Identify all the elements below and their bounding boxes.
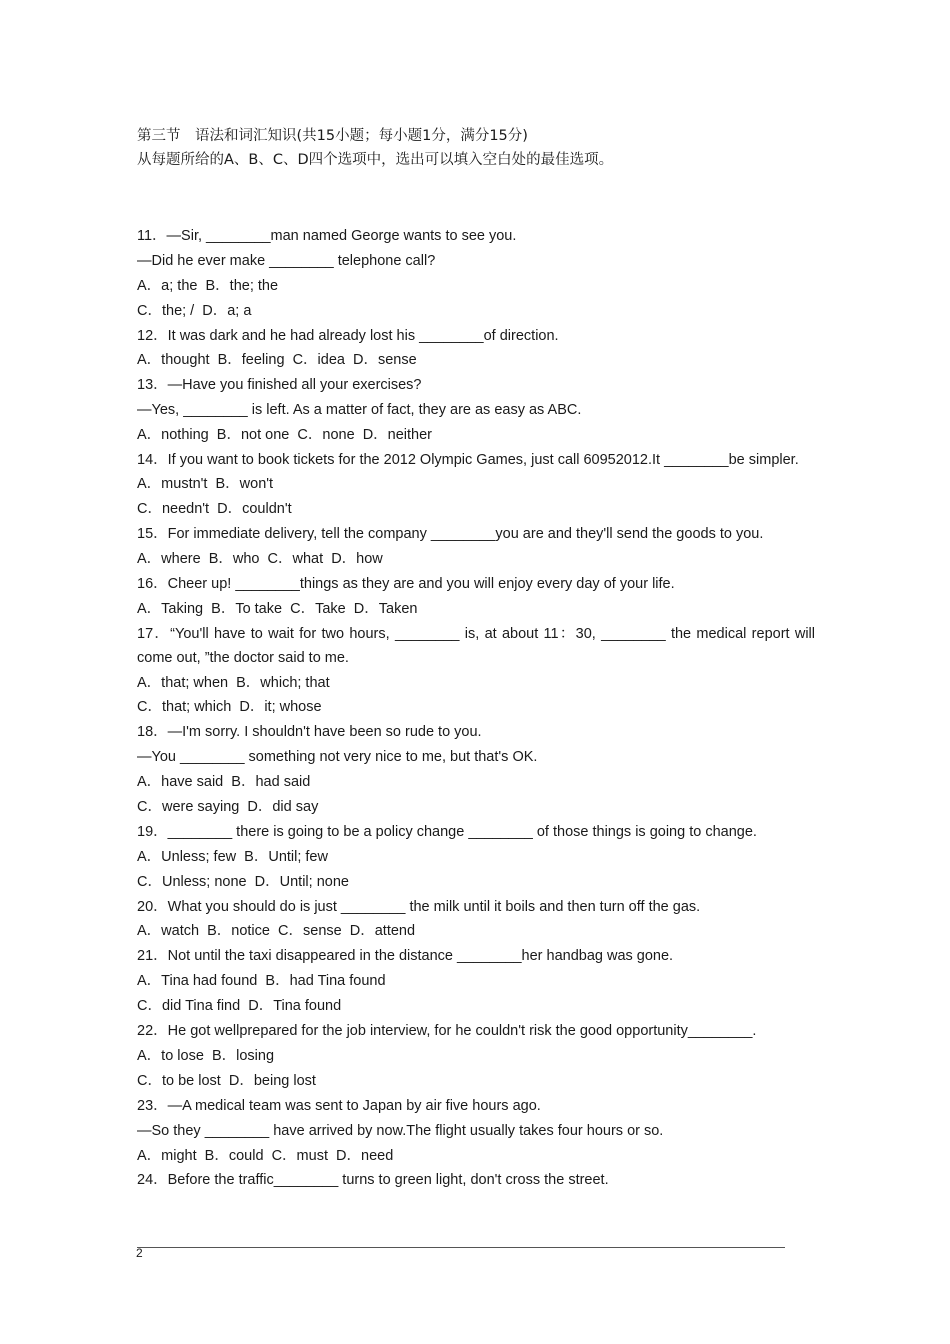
footer-divider	[137, 1247, 785, 1248]
question-14-options-cd: C．needn't D．couldn't	[137, 501, 292, 518]
page-number: 2	[136, 1246, 143, 1260]
question-15-options: A．where B．who C．what D．how	[137, 551, 383, 568]
question-21-options-cd: C．did Tina find D．Tina found	[137, 998, 342, 1015]
question-18-options-cd: C．were saying D．did say	[137, 799, 319, 816]
question-16-stem: 16．Cheer up! ________things as they are and you will enjoy every day of your life.	[137, 575, 675, 592]
question-13-options: A．nothing B．not one C．none D．neither	[137, 427, 432, 444]
question-19-options-ab: A．Unless; few B．Until; few	[137, 848, 328, 865]
question-19-options-cd: C．Unless; none D．Until; none	[137, 873, 349, 890]
question-23-options: A．might B．could C．must D．need	[137, 1147, 394, 1164]
question-20-options: A．watch B．notice C．sense D．attend	[137, 923, 416, 940]
question-22-options-cd: C．to be lost D．being lost	[137, 1072, 316, 1089]
question-19-stem: 19．________ there is going to be a policy change ________ of those things is going to change.	[137, 823, 757, 840]
question-22-options-ab: A．to lose B．losing	[137, 1047, 275, 1064]
question-13-response: —Yes, ________ is left. As a matter of fact, they are as easy as ABC.	[137, 402, 582, 419]
question-12-stem: 12．It was dark and he had already lost his ________of direction.	[137, 327, 559, 344]
question-21-stem: 21．Not until the taxi disappeared in the distance ________her handbag was gone.	[137, 948, 674, 965]
question-20-stem: 20．What you should do is just ________ the milk until it boils and then turn off the gas.	[137, 898, 701, 915]
question-14-options-ab: A．mustn't B．won't	[137, 476, 274, 493]
question-23-response: —So they ________ have arrived by now.The flight usually takes four hours or so.	[137, 1122, 664, 1139]
question-17-stem: 17．“You'll have to wait for two hours, ________ is, at about 11：30, ________ the medical report will come out, ”the doctor said to me.	[137, 625, 815, 667]
question-list	[137, 224, 815, 1193]
question-24-stem: 24．Before the traffic________ turns to green light, don't cross the street.	[137, 1172, 609, 1189]
question-17-options-ab: A．that; when B．which; that	[137, 674, 330, 691]
question-15-stem: 15．For immediate delivery, tell the company ________you are and they'll send the goods to you.	[137, 526, 764, 543]
section-header	[137, 124, 837, 172]
question-18-stem: 18．—I'm sorry. I shouldn't have been so rude to you.	[137, 724, 482, 741]
section-title: 第三节 语法和词汇知识(共15小题；每小题1分，满分15分)	[137, 128, 528, 144]
question-16-options: A．Taking B．To take C．Take D．Taken	[137, 600, 418, 617]
section-instruction: 从每题所给的A、B、C、D四个选项中，选出可以填入空白处的最佳选项。	[137, 152, 614, 168]
question-14-stem: 14．If you want to book tickets for the 2012 Olympic Games, just call 60952012.It ________be simpler.	[137, 452, 799, 469]
question-22-stem: 22．He got wellprepared for the job interview, for he couldn't risk the good opportunity________.	[137, 1023, 757, 1040]
question-11-response: —Did he ever make ________ telephone call?	[137, 252, 436, 269]
question-17-options-cd: C．that; which D．it; whose	[137, 699, 322, 716]
question-18-response: —You ________ something not very nice to me, but that's OK.	[137, 749, 538, 766]
question-12-options: A．thought B．feeling C．idea D．sense	[137, 352, 417, 369]
question-18-options-ab: A．have said B．had said	[137, 774, 311, 791]
question-11-options-ab: A．a; the B．the; the	[137, 277, 279, 294]
question-21-options-ab: A．Tina had found B．had Tina found	[137, 973, 386, 990]
question-11-options-cd: C．the; / D．a; a	[137, 302, 252, 319]
question-13-stem: 13．—Have you finished all your exercises?	[137, 377, 422, 394]
question-11-stem: 11．—Sir, ________man named George wants to see you.	[137, 228, 517, 244]
question-23-stem: 23．—A medical team was sent to Japan by air five hours ago.	[137, 1097, 541, 1114]
